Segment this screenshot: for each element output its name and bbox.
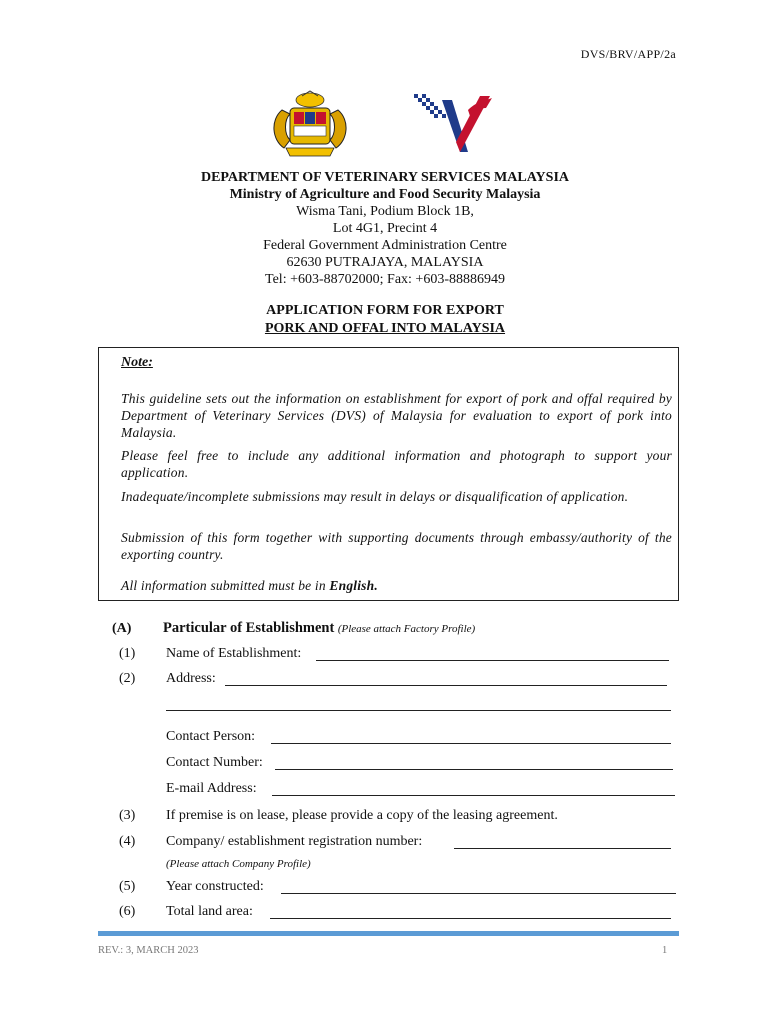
address-field-line-2[interactable]: [166, 710, 671, 711]
note-paragraph-2: Please feel free to include any additional information and photograph to support your application.: [121, 448, 672, 480]
section-a-number: (A): [112, 621, 132, 636]
malaysia-coat-of-arms-icon: [260, 90, 360, 162]
form-title-line-2: [0, 320, 770, 338]
field-3-number: (3): [119, 808, 136, 823]
email-label: E-mail Address:: [166, 781, 257, 796]
contact-person-field[interactable]: [271, 743, 671, 744]
address-line-4: 62630 PUTRAJAYA, MALAYSIA: [286, 255, 484, 270]
note-paragraph-4: Submission of this form together with supporting documents through embassy/authority of the exporting country.: [121, 530, 672, 562]
revision-label: REV.: 3, MARCH 2023: [98, 945, 199, 956]
note-emphasis-english: English.: [329, 578, 378, 593]
email-field[interactable]: [272, 795, 675, 796]
field-4-number: (4): [119, 834, 136, 849]
footer-rule: [98, 931, 679, 936]
total-land-area-field[interactable]: [270, 918, 671, 919]
company-profile-hint: (Please attach Company Profile): [166, 858, 311, 870]
lease-instruction: If premise is on lease, please provide a copy of the leasing agreement.: [166, 808, 558, 823]
note-paragraph-5-text: All information submitted must be in: [121, 578, 330, 593]
year-constructed-field[interactable]: [281, 893, 676, 894]
section-a-title: Particular of Establishment: [163, 620, 335, 636]
contact-number-label: Contact Number:: [166, 755, 263, 770]
page-number: 1: [662, 945, 668, 956]
field-5-number: (5): [119, 879, 136, 894]
department-name: DEPARTMENT OF VETERINARY SERVICES MALAYSIA: [200, 170, 570, 185]
field-6-number: (6): [119, 904, 136, 919]
section-a-heading: [163, 620, 475, 637]
name-of-establishment-label: Name of Establishment:: [166, 646, 302, 661]
address-line-2: Lot 4G1, Precint 4: [332, 221, 438, 236]
year-constructed-label: Year constructed:: [166, 879, 264, 894]
field-2-number: (2): [119, 671, 136, 686]
note-paragraph-5: [121, 577, 672, 594]
address-line-3: Federal Government Administration Centre: [263, 238, 507, 253]
field-1-number: (1): [119, 646, 136, 661]
total-land-area-label: Total land area:: [166, 904, 253, 919]
form-title-line-1: APPLICATION FORM FOR EXPORT: [266, 303, 504, 318]
address-line-1: Wisma Tani, Podium Block 1B,: [296, 204, 474, 219]
registration-number-field[interactable]: [454, 848, 671, 849]
contact-number-field[interactable]: [275, 769, 673, 770]
contact-person-label: Contact Person:: [166, 729, 256, 744]
contact-tel-fax: Tel: +603-88702000; Fax: +603-88886949: [265, 272, 505, 287]
section-a-hint: (Please attach Factory Profile): [337, 623, 476, 635]
address-field-line-1[interactable]: [225, 685, 667, 686]
document-reference: DVS/BRV/APP/2a: [580, 47, 676, 61]
note-paragraph-3: Inadequate/incomplete submissions may result in delays or disqualification of application.: [121, 489, 629, 504]
dvs-logo-icon: [412, 90, 496, 162]
registration-number-label: Company/ establishment registration number:: [166, 834, 423, 849]
ministry-name: Ministry of Agriculture and Food Security Malaysia: [229, 187, 541, 202]
address-label: Address:: [166, 671, 216, 686]
form-title-line-2-text: PORK AND OFFAL INTO MALAYSIA: [264, 321, 506, 336]
note-paragraph-1: This guideline sets out the information on establishment for export of pork and offal required by Department of Veterinary Services (DVS) of Malaysia for evaluation to export of pork into Malaysia.: [121, 391, 672, 440]
note-heading: Note:: [121, 355, 153, 370]
name-of-establishment-field[interactable]: [316, 660, 669, 661]
